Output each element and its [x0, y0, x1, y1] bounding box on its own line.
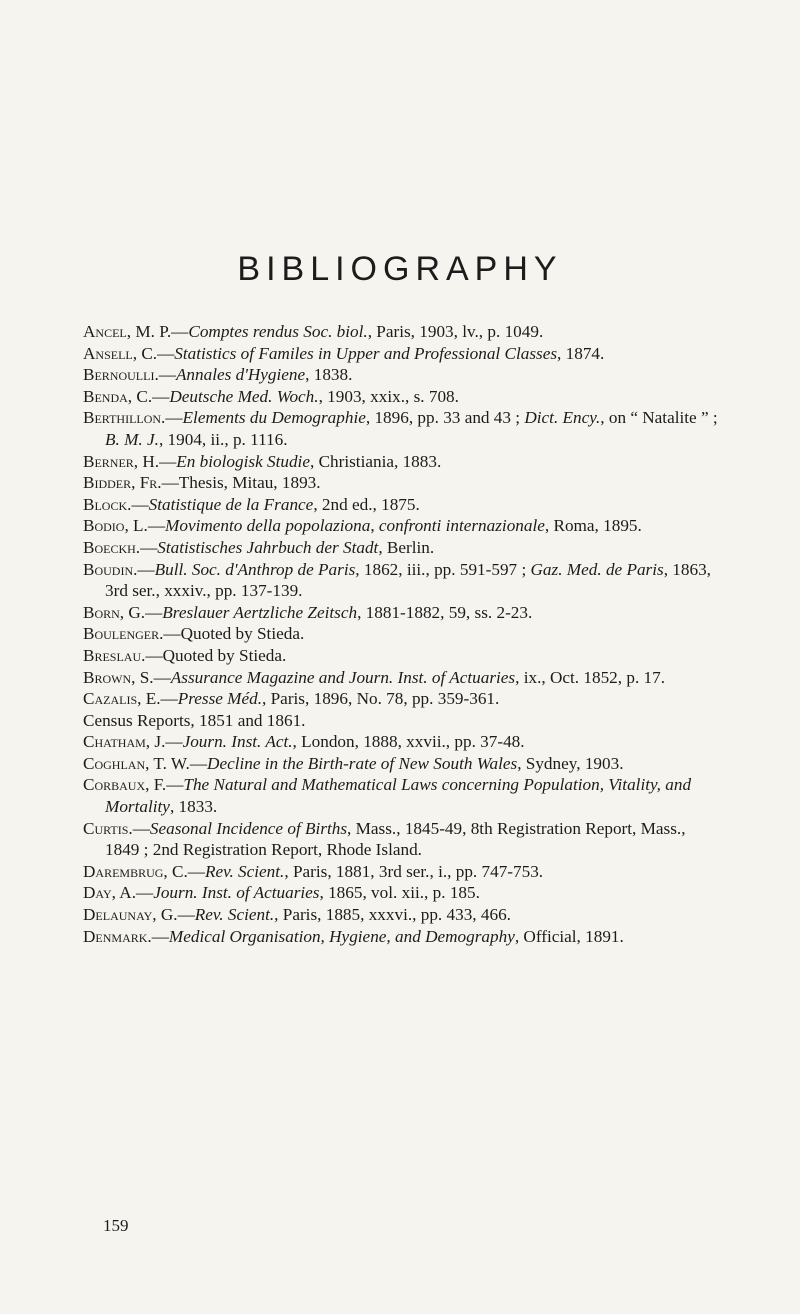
entry-separator: —: [153, 667, 171, 687]
bibliography-entry: [83, 364, 723, 386]
entry-separator: —: [161, 473, 179, 493]
bibliography-entry: [83, 494, 723, 516]
entry-details: , Paris, 1896, No. 78, pp. 359-361.: [262, 689, 500, 709]
bibliography-entry: [83, 645, 723, 667]
entry-author: Darembrug, C.: [83, 861, 188, 881]
entry-details: , London, 1888, xxvii., pp. 37-48.: [292, 732, 525, 752]
entry-separator: —: [136, 883, 154, 903]
entry-details: , 1865, vol. xii., p. 185.: [319, 883, 480, 903]
entry-separator: —: [159, 451, 177, 471]
entry-separator: —: [177, 905, 195, 925]
entry-separator: —: [145, 645, 163, 665]
entry-author: Delaunay, G.: [83, 905, 178, 925]
bibliography-entry: [83, 882, 723, 904]
entry-details: , Paris, 1881, 3rd ser., i., pp. 747-753.: [284, 861, 544, 881]
bibliography-entry: [83, 386, 723, 408]
entry-separator: —: [166, 775, 184, 795]
entry-separator: —: [131, 494, 149, 514]
entry-title: Rev. Scient.: [204, 861, 285, 881]
bibliography-entry: [83, 407, 723, 450]
entry-title: Dict. Ency.: [524, 408, 601, 428]
bibliography-entry: [83, 818, 723, 861]
entry-author: Ansell, C.: [83, 343, 158, 363]
entry-title: Movimento della popolaziona: [165, 516, 371, 536]
entry-details: , Paris, 1903, lv., p. 1049.: [367, 322, 544, 341]
bibliography-entry: [83, 753, 723, 775]
entry-details: , 2nd ed., 1875.: [313, 494, 420, 514]
entry-author: Chatham, J.: [83, 732, 166, 752]
entry-details: , ix., Oct. 1852, p. 17.: [515, 667, 666, 687]
bibliography-entry: [83, 321, 723, 343]
entry-details: , Christiania, 1883.: [309, 451, 442, 471]
entry-separator: —: [137, 559, 155, 579]
entry-author: Denmark.: [83, 926, 152, 946]
entry-author: Corbaux, F.: [83, 775, 167, 795]
entry-title: Rev. Scient.: [194, 905, 275, 925]
entry-details: , Paris, 1885, xxxvi., pp. 433, 466.: [274, 905, 511, 925]
entry-details: , 1862, iii., pp. 591-597 ;: [355, 559, 531, 579]
entry-author: Curtis.: [83, 818, 133, 838]
entry-title: Statistique de la France: [148, 494, 314, 514]
entry-title: Gaz. Med. de Paris: [530, 559, 664, 579]
entry-title: The Natural and Mathematical Laws concerning Population, Vitality, and Mortality: [105, 775, 692, 817]
entry-separator: —: [171, 322, 189, 341]
bibliography-entry: [83, 602, 723, 624]
entry-title: Annales d'Hygiene: [175, 365, 306, 385]
entry-author: Benda, C.: [83, 386, 153, 406]
entry-details: , 1896, pp. 33 and 43 ;: [365, 408, 525, 428]
entry-details: , 1863, 3rd ser., xxxiv., pp. 137-139.: [105, 559, 711, 601]
entry-author: Boulenger.: [83, 624, 164, 644]
entry-separator: —: [163, 624, 181, 644]
entry-author: Brown, S.: [83, 667, 154, 687]
entry-separator: —: [160, 689, 178, 709]
entry-details: ,: [370, 516, 379, 536]
entry-author: Berthillon.: [83, 408, 166, 428]
bibliography-list: [83, 321, 723, 947]
entry-details: , 1874.: [557, 343, 605, 363]
entry-separator: —: [132, 818, 150, 838]
entry-separator: —: [151, 926, 169, 946]
entry-details: , 1881-1882, 59, ss. 2-23.: [357, 602, 533, 622]
entry-author: Coghlan, T. W.: [83, 753, 190, 773]
entry-title: En biologisk Studie: [176, 451, 310, 471]
entry-title: Medical Organisation, Hygiene, and Demography: [168, 926, 515, 946]
entry-author: Cazalis, E.: [83, 689, 161, 709]
entry-title: Elements du Demographie: [182, 408, 366, 428]
entry-title: Deutsche Med. Woch.: [169, 386, 319, 406]
entry-separator: —: [165, 732, 183, 752]
entry-details: Thesis, Mitau, 1893.: [178, 473, 321, 493]
entry-author: Boudin.: [83, 559, 138, 579]
entry-author: Day, A.: [83, 883, 136, 903]
entry-details: , Berlin.: [378, 537, 435, 557]
entry-details: , Official, 1891.: [514, 926, 624, 946]
entry-title: B. M. J.: [105, 429, 159, 449]
bibliography-entry: [83, 861, 723, 883]
entry-details: , 1833.: [169, 797, 218, 817]
bibliography-entry: [83, 774, 723, 817]
entry-author: Berner, H.: [83, 451, 160, 471]
entry-details: Quoted by Stieda.: [162, 645, 287, 665]
entry-title: Presse Méd.: [177, 689, 263, 709]
bibliography-entry: [83, 926, 723, 948]
entry-details: , on “ Natalite ” ;: [600, 408, 718, 428]
entry-details: Quoted by Stieda.: [180, 624, 305, 644]
entry-separator: —: [187, 861, 205, 881]
entry-separator: —: [147, 516, 166, 536]
bibliography-entry: [83, 343, 723, 365]
bibliography-entry: [83, 537, 723, 559]
bibliography-entry: [83, 472, 723, 494]
entry-author: Born, G.: [83, 602, 146, 622]
entry-details: , 1903, xxix., s. 708.: [318, 386, 459, 406]
entry-title: Decline in the Birth-rate of New South Wales: [207, 753, 518, 773]
entry-separator: —: [157, 343, 175, 363]
page-number: 159: [103, 1216, 129, 1235]
entry-author: Bidder, Fr.: [83, 473, 162, 493]
entry-title: Seasonal Incidence of Births: [149, 818, 348, 838]
entry-title: Comptes rendus Soc. biol.: [188, 322, 368, 341]
page-title: BIBLIOGRAPHY: [237, 250, 563, 288]
bibliography-entry: [83, 515, 723, 537]
bibliography-entry: [83, 731, 723, 753]
entry-details: , 1904, ii., p. 1116.: [158, 429, 288, 449]
entry-title: Assurance Magazine and Journ. Inst. of Actuaries: [170, 667, 516, 687]
bibliography-entry: [83, 667, 723, 689]
entry-separator: —: [165, 408, 183, 428]
entry-separator: —: [189, 753, 208, 773]
entry-title: Statistics of Familes in Upper and Professional Classes: [174, 343, 558, 363]
bibliography-entry: [83, 710, 723, 732]
bibliography-entry: [83, 688, 723, 710]
entry-details: , Roma, 1895.: [544, 516, 642, 536]
entry-author: Block.: [83, 494, 132, 514]
entry-separator: —: [145, 602, 163, 622]
entry-separator: —: [158, 365, 176, 385]
entry-title: Journ. Inst. of Actuaries: [153, 883, 320, 903]
entry-separator: —: [140, 537, 158, 557]
entry-details: , Mass., 1845-49, 8th Registration Report, Mass., 1849 ; 2nd Registration Report, Rhode Island.: [105, 818, 686, 860]
entry-title: confronti internazionale: [378, 516, 545, 536]
bibliography-entry: [83, 559, 723, 602]
entry-author: Breslau.: [83, 645, 146, 665]
bibliography-entry: [83, 623, 723, 645]
entry-title: Bull. Soc. d'Anthrop de Paris: [154, 559, 356, 579]
bibliography-entry: [83, 904, 723, 926]
entry-details: , 1838.: [305, 365, 353, 385]
entry-details: Census Reports, 1851 and 1861.: [83, 710, 306, 730]
entry-author: Boeckh.: [83, 537, 141, 557]
entry-separator: —: [152, 386, 170, 406]
entry-author: Bodio, L.: [83, 516, 148, 536]
bibliography-entry: [83, 451, 723, 473]
entry-author: Bernoulli.: [83, 365, 159, 385]
entry-details: , Sydney, 1903.: [517, 753, 624, 773]
entry-author: Ancel, M. P.: [83, 322, 172, 341]
entry-title: Journ. Inst. Act.: [182, 732, 293, 752]
entry-title: Statistisches Jahrbuch der Stadt: [157, 537, 379, 557]
entry-title: Breslauer Aertzliche Zeitsch: [162, 602, 358, 622]
